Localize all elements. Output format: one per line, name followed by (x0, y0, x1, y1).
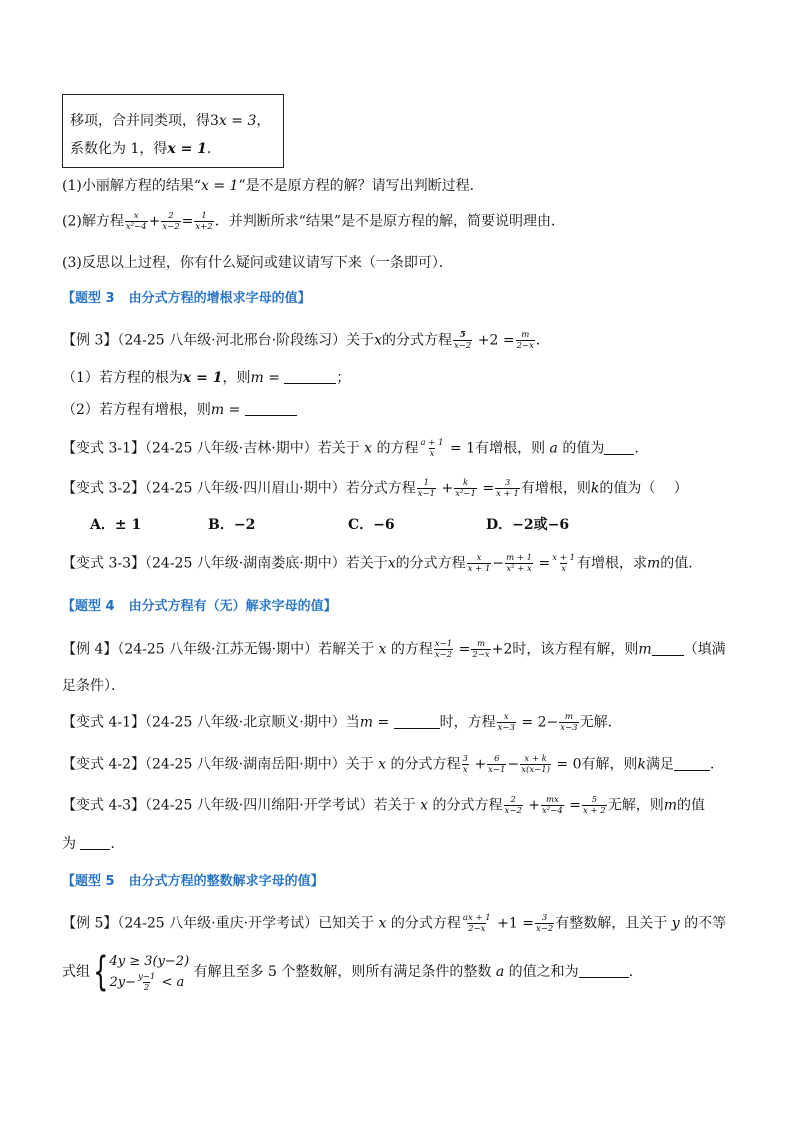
denominator: x (561, 564, 567, 574)
fraction (137, 972, 156, 993)
variant-tag: 【变式 4-1】 (62, 714, 145, 731)
fraction (454, 478, 477, 499)
text: 无解，则 (607, 797, 664, 814)
denominator: x²−4 (125, 222, 147, 232)
solution-line-2-math: x = 1 (167, 141, 207, 157)
variable: m (250, 370, 264, 386)
brace-icon: { (93, 949, 109, 995)
variable: m (210, 402, 225, 418)
example-5-line-2 (62, 950, 643, 994)
numerator: 2 (510, 795, 516, 805)
variant-3-3 (62, 553, 702, 574)
denominator: x + 1 (496, 489, 519, 499)
fraction (495, 478, 520, 499)
text: 有增根，则 (520, 480, 591, 497)
variant-tag: 【变式 4-2】 (62, 756, 145, 773)
example-5 (62, 913, 726, 934)
variable: m (638, 641, 652, 658)
numerator: x (503, 712, 509, 722)
text: （24-25 八年级·江苏无锡·期中）若解关于 (117, 641, 379, 658)
variable: m (359, 714, 373, 731)
system-row-1: 4y ≥ 3(y−2) (109, 954, 190, 969)
denominator: x−2 (535, 924, 554, 934)
choice-d[interactable]: D．−2或−6 (486, 517, 570, 533)
text: （1）若方程的根为 (62, 370, 183, 386)
system-rows (109, 951, 189, 993)
variable: a (549, 440, 558, 457)
denominator: x−1 (417, 489, 436, 499)
operator: − (507, 756, 520, 773)
text: （24-25 八年级·湖南娄底·期中）若关于 (145, 555, 388, 572)
operator: = (477, 480, 495, 497)
denominator: x−2 (434, 650, 453, 660)
variable: k (590, 480, 600, 497)
fraction (125, 211, 148, 232)
text: 时，方程 (439, 714, 496, 731)
variable: m (663, 797, 677, 814)
section-heading-type-4 (62, 597, 337, 617)
text: ． (535, 332, 550, 349)
fraction (516, 330, 535, 351)
fraction (541, 795, 564, 816)
operator: = 2− (516, 714, 559, 731)
numerator: m (564, 712, 573, 722)
question-1-pre: (1)小丽解方程的结果“ (62, 178, 201, 194)
denominator: x (429, 449, 435, 459)
answer-blank[interactable] (394, 714, 440, 729)
numerator: mx (545, 795, 559, 805)
operator: +2 = (473, 332, 515, 349)
operator: = 0 (551, 756, 582, 773)
section-title: 由分式方程的整数解求字母的值】 (128, 874, 324, 889)
denominator: x² + x (506, 564, 532, 574)
example-source: （24-25 八年级·河北邢台·阶段练习）关于 (117, 332, 375, 349)
math: x = 1 (182, 370, 223, 386)
fraction (487, 754, 506, 775)
text: 的分式方程 (428, 797, 503, 814)
text: 的方程 (372, 440, 419, 457)
text: 2y− (109, 975, 136, 990)
variable: x (378, 915, 387, 932)
text: （24-25 八年级·四川眉山·期中）若分式方程 (145, 480, 416, 497)
solution-line-2-text: 系数化为 1，得 (70, 141, 168, 157)
text: 的不等 (679, 915, 727, 932)
fraction (417, 478, 436, 499)
fraction (535, 913, 554, 934)
text: 的值为（ ） (599, 480, 688, 497)
numerator: x + 1 (552, 553, 576, 563)
variable: x (378, 756, 387, 773)
variable: x (374, 332, 382, 349)
answer-blank[interactable] (674, 756, 710, 771)
text: 的分式方程 (381, 332, 452, 349)
answer-blank[interactable] (579, 963, 629, 978)
variant-3-1 (62, 438, 648, 459)
numerator: 1 (201, 211, 207, 221)
answer-blank[interactable] (652, 641, 684, 656)
text: 有整数解，且关于 (555, 915, 672, 932)
variant-tag: 【变式 3-1】 (62, 440, 145, 457)
text: （24-25 八年级·四川绵阳·开学考试）若关于 (145, 797, 421, 814)
text: 式组 (62, 964, 90, 980)
variable: a (495, 964, 505, 980)
answer-blank[interactable] (284, 369, 336, 384)
text: （24-25 八年级·湖南岳阳·期中）关于 (145, 756, 379, 773)
denominator: 2−x (516, 341, 534, 351)
text: （2）若方程有增根，则 (62, 402, 211, 418)
operator: + (148, 213, 161, 230)
text: 的值． (660, 555, 703, 572)
denominator: 2−x (468, 924, 486, 934)
text: 有增根，求 (577, 555, 648, 572)
variable: x (378, 641, 387, 658)
fraction (471, 639, 490, 660)
answer-blank[interactable] (245, 401, 297, 416)
operator: = (263, 370, 285, 386)
section-heading-type-5 (62, 872, 324, 892)
section-heading-type-3 (62, 289, 311, 309)
question-1 (62, 176, 484, 196)
section-label: 【题型 4 (62, 599, 115, 614)
numerator: m (477, 639, 486, 649)
fraction (497, 712, 516, 733)
question-3: (3)反思以上过程，你有什么疑问或建议请写下来（一条即可）． (62, 255, 453, 271)
fraction (462, 913, 492, 934)
numerator: ax + 1 (462, 913, 491, 923)
solution-box (62, 94, 284, 168)
operator: = (534, 555, 551, 572)
section-label: 【题型 3 (62, 291, 115, 306)
numerator: 3 (541, 913, 548, 923)
example-4 (62, 639, 726, 660)
fraction (467, 553, 492, 574)
operator: = 1 (445, 440, 476, 457)
denominator: x(x−1) (521, 765, 550, 775)
numerator: 3 (462, 754, 468, 764)
numerator: k (463, 478, 469, 488)
text: ． (628, 964, 643, 980)
denominator: x−1 (488, 765, 506, 775)
text: ； (336, 370, 351, 386)
text: （24-25 八年级·吉林·期中）若关于 (145, 440, 365, 457)
numerator: 5 (459, 330, 466, 340)
fraction (504, 795, 523, 816)
example-3-part-2 (62, 400, 297, 420)
numerator: x (133, 211, 139, 221)
operator: = (564, 797, 581, 814)
inequality-system (90, 951, 189, 993)
operator: = (224, 402, 245, 418)
text: 的分式方程 (395, 555, 466, 572)
variant-3-2 (62, 478, 688, 499)
operator: = (454, 641, 471, 658)
text: 有增根，则 (475, 440, 550, 457)
denominator: 2−x (472, 650, 490, 660)
variant-tag: 【变式 4-3】 (62, 797, 145, 814)
solution-line-2-end: ． (206, 141, 221, 157)
denominator: x²−4 (542, 806, 563, 816)
solution-line-1-math: x = 3 (218, 113, 257, 129)
numerator: 6 (494, 754, 500, 764)
denominator: x+2 (195, 222, 213, 232)
operator: +1 = (492, 915, 534, 932)
solution-line-1 (70, 107, 283, 135)
text: （填满 (683, 641, 726, 658)
text: 为 (62, 836, 81, 852)
fraction (505, 553, 533, 574)
section-label: 【题型 5 (62, 874, 115, 889)
operator: − (492, 555, 505, 572)
text: ． (110, 836, 125, 852)
text: < a (157, 975, 185, 990)
numerator: m (521, 330, 530, 340)
denominator: x + 1 (467, 564, 491, 574)
text: 的分式方程 (386, 756, 461, 773)
numerator: y−1 (137, 972, 156, 982)
fraction (194, 211, 213, 232)
variant-4-3 (62, 795, 705, 816)
denominator: x−3 (497, 723, 515, 733)
numerator: a + 1 (420, 438, 444, 448)
numerator: 1 (423, 478, 430, 488)
fraction (420, 438, 445, 459)
text: ． (709, 756, 724, 773)
numerator: x + k (524, 754, 547, 764)
answer-blank[interactable] (604, 440, 634, 455)
text: +2时，该方程有解，则 (491, 641, 639, 658)
variable: m (647, 555, 661, 572)
denominator: x−2 (504, 806, 522, 816)
operator: = (181, 213, 194, 230)
fraction (453, 330, 472, 351)
numerator: 3 (504, 478, 511, 488)
example-3 (62, 330, 550, 351)
variable: x (364, 440, 373, 457)
question-1-post: ”是不是原方程的解？请写出判断过程． (238, 178, 484, 194)
text: 无解． (579, 714, 622, 731)
choice-c[interactable]: C．−6 (348, 517, 395, 533)
text: 有解且至多 5 个整数解，则所有满足条件的整数 (189, 964, 496, 980)
example-tag: 【例 5】 (62, 915, 118, 932)
example-tag: 【例 3】 (62, 332, 118, 349)
example-4-line-2: 足条件）． (62, 678, 125, 694)
denominator: x (462, 765, 468, 775)
numerator: 2 (168, 211, 174, 221)
fraction (551, 553, 576, 574)
fraction (434, 639, 453, 660)
text: 的分式方程 (386, 915, 461, 932)
section-title: 由分式方程的增根求字母的值】 (128, 291, 311, 306)
question-2-post: ．并判断所求“结果”是不是原方程的解，简要说明理由． (214, 213, 566, 230)
denominator: x−2 (162, 222, 180, 232)
variable: y (671, 915, 680, 932)
denominator: x−2 (453, 341, 472, 351)
text: 有解，则 (581, 756, 638, 773)
variable: x (420, 797, 429, 814)
fraction (582, 795, 607, 816)
fraction (462, 754, 469, 775)
text: （24-25 八年级·重庆·开学考试）已知关于 (117, 915, 379, 932)
text: 满足 (645, 756, 674, 773)
answer-blank[interactable] (80, 835, 110, 850)
denominator: x²−1 (455, 489, 476, 499)
text: 的值 (676, 797, 705, 814)
question-2 (62, 211, 565, 232)
text: 的值之和为 (504, 964, 579, 980)
variant-tag: 【变式 3-3】 (62, 555, 145, 572)
choice-b[interactable]: B．−2 (208, 517, 256, 533)
variable: x (387, 555, 396, 572)
example-tag: 【例 4】 (62, 641, 118, 658)
denominator: 2 (143, 983, 150, 993)
text: 的方程 (386, 641, 433, 658)
operator: = (373, 714, 394, 731)
text: 的值为 (557, 440, 605, 457)
text: （24-25 八年级·北京顺义·期中）当 (145, 714, 360, 731)
section-title: 由分式方程有（无）解求字母的值】 (128, 599, 337, 614)
example-3-part-1 (62, 368, 350, 388)
variant-4-2 (62, 754, 724, 775)
variant-4-1 (62, 712, 622, 733)
operator: + (523, 797, 541, 814)
numerator: m + 1 (506, 553, 533, 563)
numerator: x (476, 553, 482, 563)
question-2-pre: (2)解方程 (62, 213, 124, 230)
text: ． (634, 440, 649, 457)
numerator: x−1 (434, 639, 453, 649)
solution-line-1-end: ， (256, 113, 271, 129)
system-row-2 (109, 972, 189, 993)
denominator: x−3 (560, 723, 578, 733)
text: ，则 (222, 370, 251, 386)
operator: + (469, 756, 487, 773)
solution-line-2 (70, 135, 283, 163)
question-1-math: x = 1 (201, 178, 239, 194)
operator: + (437, 480, 454, 497)
fraction (520, 754, 551, 775)
variant-3-2-choices (62, 515, 622, 535)
choice-a[interactable]: A．± 1 (90, 517, 142, 533)
denominator: x + 2 (582, 806, 606, 816)
variant-4-3-line-2 (62, 834, 124, 854)
variant-tag: 【变式 3-2】 (62, 480, 145, 497)
numerator: 5 (591, 795, 598, 805)
solution-line-1-text: 移项，合并同类项，得3 (70, 113, 219, 129)
fraction (559, 712, 578, 733)
variable: k (637, 756, 646, 773)
fraction (161, 211, 180, 232)
